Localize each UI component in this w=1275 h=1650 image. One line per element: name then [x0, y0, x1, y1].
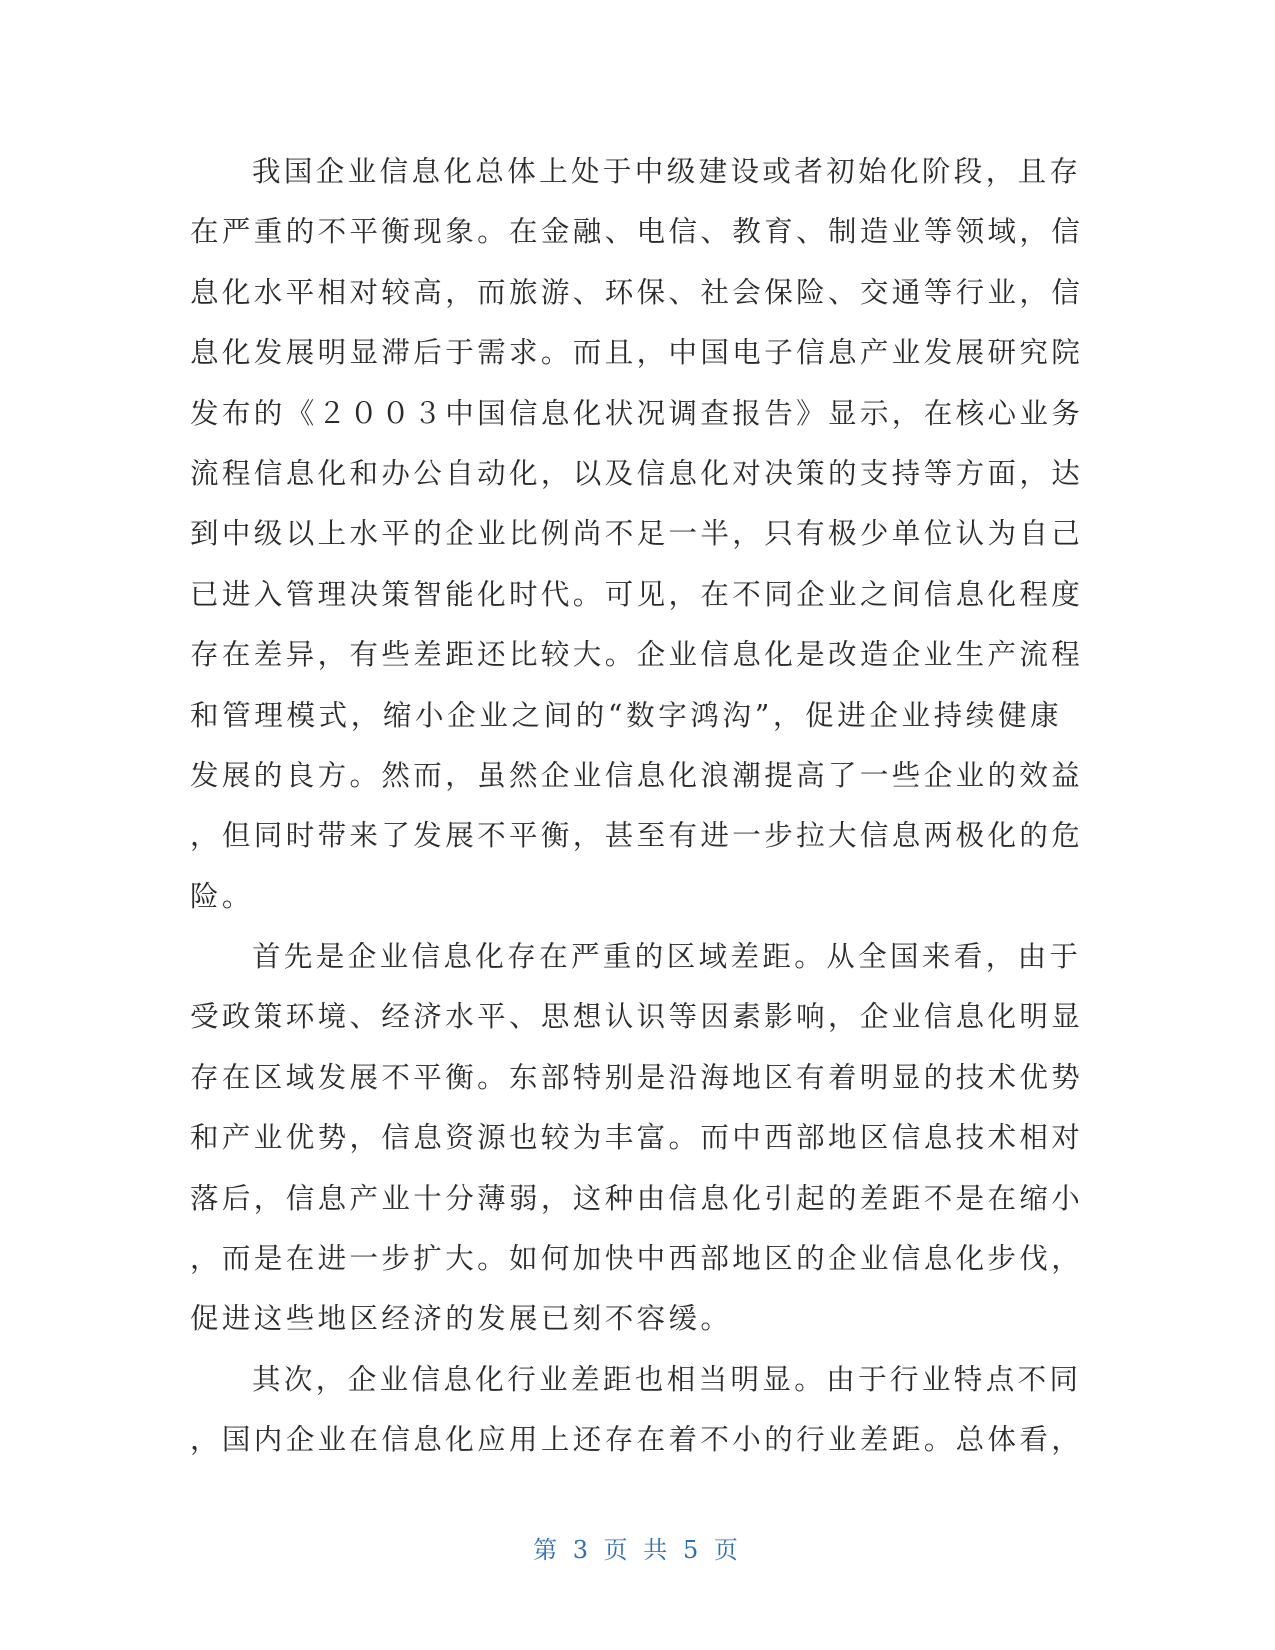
paragraph-2-line-5: 落后，信息产业十分薄弱，这种由信息化引起的差距不是在缩小 [190, 1181, 1084, 1215]
paragraph-1-line-2: 在严重的不平衡现象。在金融、电信、教育、制造业等领域，信 [190, 215, 1084, 249]
paragraph-2-line-4: 和产业优势，信息资源也较为丰富。而中西部地区信息技术相对 [190, 1121, 1084, 1155]
paragraph-1-line-8: 已进入管理决策智能化时代。可见，在不同企业之间信息化程度 [190, 577, 1084, 611]
paragraph-1-line-11: 发展的良方。然而，虽然企业信息化浪潮提高了一些企业的效益 [190, 758, 1084, 792]
paragraph-2-line-7: 促进这些地区经济的发展已刻不容缓。 [190, 1302, 733, 1336]
paragraph-1-line-5: 发布的《２００３中国信息化状况调查报告》显示，在核心业务 [190, 396, 1084, 430]
paragraph-1-line-10: 和管理模式，缩小企业之间的“数字鸿沟”，促进企业持续健康 [190, 698, 1062, 732]
paragraph-2-line-3: 存在区域发展不平衡。东部特别是沿海地区有着明显的技术优势 [190, 1060, 1084, 1094]
paragraph-3-line-1: 其次，企业信息化行业差距也相当明显。由于行业特点不同 [252, 1362, 1082, 1396]
paragraph-2-line-2: 受政策环境、经济水平、思想认识等因素影响，企业信息化明显 [190, 1000, 1084, 1034]
paragraph-1-line-1: 我国企业信息化总体上处于中级建设或者初始化阶段，且存 [252, 155, 1082, 188]
paragraph-1-line-12: ，但同时带来了发展不平衡，甚至有进一步拉大信息两极化的危 [190, 819, 1084, 853]
paragraph-2-line-1: 首先是企业信息化存在严重的区域差距。从全国来看，由于 [252, 940, 1082, 974]
paragraph-1-line-13: 险。 [190, 879, 254, 913]
paragraph-1-line-9: 存在差异，有些差距还比较大。企业信息化是改造企业生产流程 [190, 638, 1084, 672]
paragraph-1-line-7: 到中级以上水平的企业比例尚不足一半，只有极少单位认为自己 [190, 517, 1084, 551]
paragraph-1-line-6: 流程信息化和办公自动化，以及信息化对决策的支持等方面，达 [190, 456, 1084, 490]
paragraph-1-line-4: 息化发展明显滞后于需求。而且，中国电子信息产业发展研究院 [190, 336, 1084, 370]
paragraph-2-line-6: ，而是在进一步扩大。如何加快中西部地区的企业信息化步伐， [190, 1242, 1084, 1276]
page-number-footer: 第 3 页 共 5 页 [533, 1536, 742, 1564]
paragraph-3-line-2: ，国内企业在信息化应用上还存在着不小的行业差距。总体看， [190, 1423, 1084, 1457]
document-body [190, 142, 1084, 1471]
paragraph-1-line-3: 息化水平相对较高，而旅游、环保、社会保险、交通等行业，信 [190, 275, 1084, 309]
